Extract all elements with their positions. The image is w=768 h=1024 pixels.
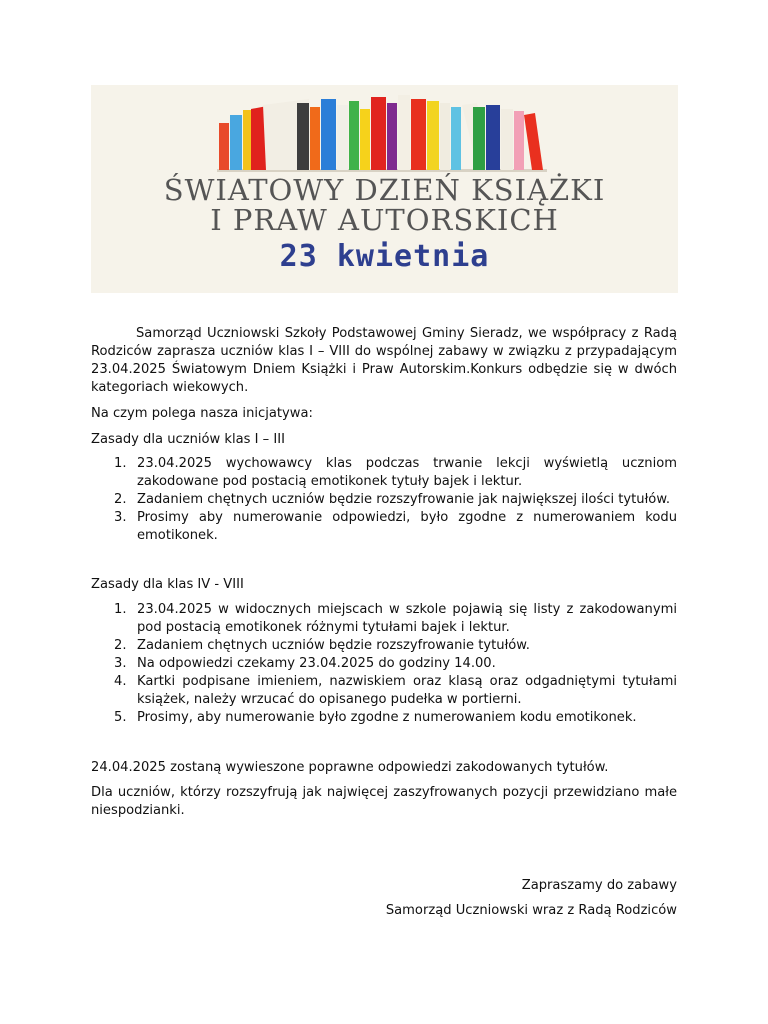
list-text: Zadaniem chętnych uczniów będzie rozszyfrowanie tytułów.: [137, 638, 530, 653]
list-number: 2.: [114, 638, 127, 653]
list-item: [91, 455, 677, 491]
list-text: Na odpowiedzi czekamy 23.04.2025 do godziny 14.00.: [137, 656, 496, 671]
list-text: 23.04.2025 w widocznych miejscach w szkole pojawią się listy z zakodowanymi pod postacią emotikonek różnymi tytułami bajek i lektur.: [137, 602, 677, 635]
list-item: [91, 709, 677, 727]
header-banner: [91, 85, 678, 293]
list-text: Kartki podpisane imieniem, nazwiskiem oraz klasą oraz odgadniętymi tytułami książek, należy wrzucać do opisanego pudełka w portierni.: [137, 674, 677, 707]
list-number: 3.: [114, 656, 127, 671]
books-illustration: [91, 85, 678, 175]
list-number: 4.: [114, 674, 127, 689]
list-number: 1.: [114, 456, 127, 471]
list-item: [91, 509, 677, 545]
banner-title-line1: ŚWIATOWY DZIEŃ KSIĄŻKI: [163, 173, 606, 207]
list-item: [91, 601, 677, 637]
section2-list: [91, 601, 677, 727]
list-item: [91, 491, 677, 509]
list-item: [91, 637, 677, 655]
book-row: [219, 95, 543, 170]
closing-invite: Zapraszamy do zabawy: [521, 878, 677, 893]
list-number: 3.: [114, 510, 127, 525]
initiative-question: Na czym polega nasza inicjatywa:: [91, 406, 313, 421]
list-text: Prosimy, aby numerowanie było zgodne z numerowaniem kodu emotikonek.: [137, 710, 637, 725]
announcement-text: 24.04.2025 zostaną wywieszone poprawne odpowiedzi zakodowanych tytułów.: [91, 760, 609, 775]
intro-paragraph: Samorząd Uczniowski Szkoły Podstawowej Gminy Sieradz, we współpracy z Radą Rodziców zaprasza uczniów klas I – VIII do wspólnej zabawy w związku z przypadającym 23.04.2025 Światowym Dniem Książki i Praw Autorskim.Konkurs odbędzie się w dwóch kategoriach wiekowych.: [91, 326, 677, 395]
section1-heading: Zasady dla uczniów klas I – III: [91, 432, 285, 447]
closing-signature: Samorząd Uczniowski wraz z Radą Rodziców: [385, 903, 677, 918]
section1-list: [91, 455, 677, 545]
list-text: Prosimy aby numerowanie odpowiedzi, było zgodne z numerowaniem kodu emotikonek.: [137, 510, 677, 543]
list-text: Zadaniem chętnych uczniów będzie rozszyfrowanie jak największej ilości tytułów.: [137, 492, 670, 507]
section2-heading: Zasady dla klas IV - VIII: [91, 577, 244, 592]
prize-note: Dla uczniów, którzy rozszyfrują jak najwięcej zaszyfrowanych pozycji przewidziano małe niespodzianki.: [91, 785, 677, 818]
banner-date: 23 kwietnia: [279, 239, 490, 274]
banner-title-line2: I PRAW AUTORSKICH: [210, 203, 559, 237]
list-item: [91, 655, 677, 673]
list-number: 2.: [114, 492, 127, 507]
list-text: 23.04.2025 wychowawcy klas podczas trwanie lekcji wyświetlą uczniom zakodowane pod postacią emotikonek tytuły bajek i lektur.: [137, 456, 677, 489]
list-number: 5.: [114, 710, 127, 725]
list-item: [91, 673, 677, 709]
list-number: 1.: [114, 602, 127, 617]
